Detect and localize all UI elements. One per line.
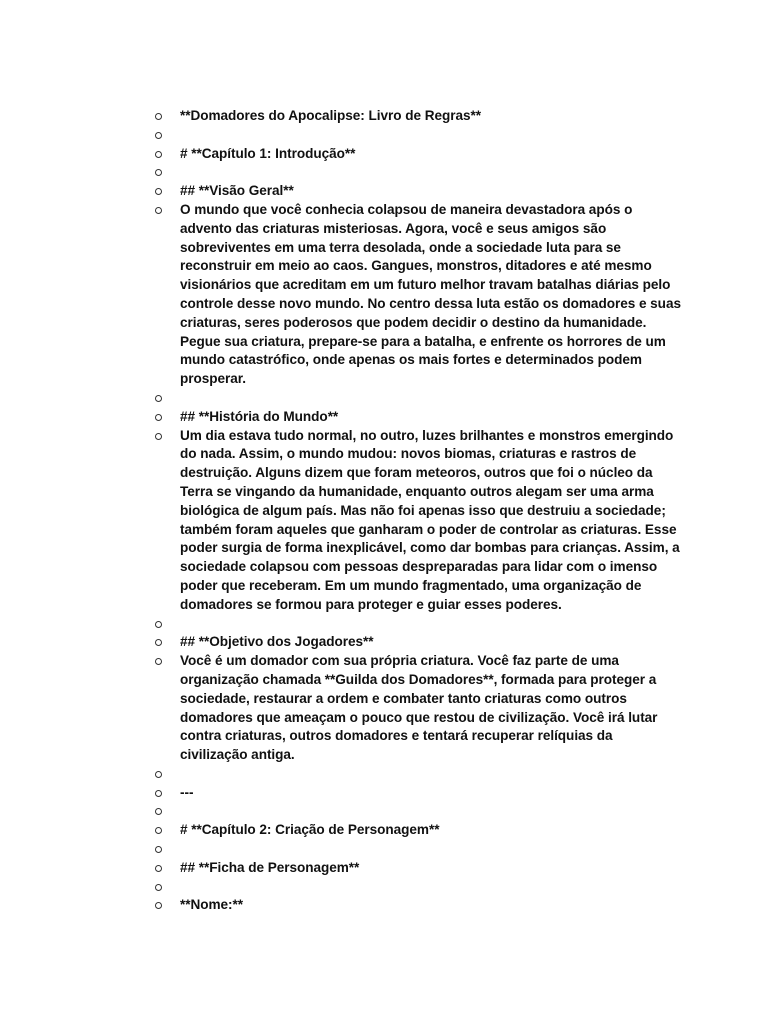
hollow-circle-bullet-icon (155, 169, 162, 176)
hollow-circle-bullet-icon (155, 414, 162, 421)
list-item (152, 784, 682, 803)
list-item (152, 615, 682, 634)
hollow-circle-bullet-icon (155, 865, 162, 872)
hollow-circle-bullet-icon (155, 639, 162, 646)
hollow-circle-bullet-icon (155, 884, 162, 891)
list-item-text: --- (180, 784, 194, 800)
list-item (152, 163, 682, 182)
list-item (152, 821, 682, 840)
hollow-circle-bullet-icon (155, 433, 162, 440)
list-item (152, 859, 682, 878)
list-item-text: ## **Ficha de Personagem** (180, 859, 360, 875)
hollow-circle-bullet-icon (155, 207, 162, 214)
hollow-circle-bullet-icon (155, 808, 162, 815)
hollow-circle-bullet-icon (155, 621, 162, 628)
list-item (152, 840, 682, 859)
list-item-text: ## **Objetivo dos Jogadores** (180, 634, 374, 650)
list-item (152, 896, 682, 915)
list-item (152, 633, 682, 652)
list-item (152, 878, 682, 897)
list-item-text: O mundo que você conhecia colapsou de maneira devastadora após o advento das criaturas misteriosas. Agora, você e seus amigos são sobreviventes em uma terra desolada, onde a sociedade luta para se reconstruir em meio ao caos. Gangues, monstros, ditadores e até mesmo visionários que acreditam em um futuro melhor travam batalhas diárias pelo controle desse novo mundo. No centro dessa luta estão os domadores e suas criaturas, seres poderosos que podem decidir o destino da humanidade. Pegue sua criatura, prepare-se para a batalha, e enfrente os horrores de um mundo catastrófico, onde apenas os mais fortes e determinados podem prosperar. (180, 201, 681, 387)
list-item (152, 201, 682, 389)
hollow-circle-bullet-icon (155, 132, 162, 139)
hollow-circle-bullet-icon (155, 771, 162, 778)
list-item-text: **Nome:** (180, 897, 244, 913)
hollow-circle-bullet-icon (155, 790, 162, 797)
list-item (152, 765, 682, 784)
hollow-circle-bullet-icon (155, 151, 162, 158)
list-item (152, 145, 682, 164)
hollow-circle-bullet-icon (155, 827, 162, 834)
list-item-text: ## **História do Mundo** (180, 408, 339, 424)
list-item-text: # **Capítulo 2: Criação de Personagem** (180, 822, 440, 838)
list-item (152, 126, 682, 145)
hollow-circle-bullet-icon (155, 395, 162, 402)
list-item (152, 107, 682, 126)
list-item-text: # **Capítulo 1: Introdução** (180, 145, 356, 161)
list-item (152, 427, 682, 615)
list-item (152, 389, 682, 408)
hollow-circle-bullet-icon (155, 188, 162, 195)
hollow-circle-bullet-icon (155, 902, 162, 909)
list-item-text: Você é um domador com sua própria criatura. Você faz parte de uma organização chamada **Guilda dos Domadores**, formada para proteger a sociedade, restaurar a ordem e combater tanto criaturas como outros domadores que ameaçam o pouco que restou de civilização. Você irá lutar contra criaturas, outros domadores e tentará recuperar relíquias da civilização antiga. (180, 653, 658, 763)
hollow-circle-bullet-icon (155, 113, 162, 120)
hollow-circle-bullet-icon (155, 846, 162, 853)
list-item (152, 802, 682, 821)
bullet-list (152, 107, 682, 915)
list-item (152, 182, 682, 201)
list-item (152, 408, 682, 427)
list-item-text: ## **Visão Geral** (180, 183, 294, 199)
list-item-text: **Domadores do Apocalipse: Livro de Regras** (180, 108, 481, 123)
list-item-text: Um dia estava tudo normal, no outro, luzes brilhantes e monstros emergindo do nada. Assim, o mundo mudou: novos biomas, criaturas e rastros de destruição. Alguns dizem que foram meteoros, outros que foi o núcleo da Terra se vingando da humanidade, enquanto outros alegam ser uma arma biológica de algum país. Mas não foi apenas isso que destruiu a sociedade; também foram aqueles que ganharam o poder de controlar as criaturas. Esse poder surgia de forma inexplicável, como dar bombas para crianças. Assim, a sociedade colapsou com pessoas despreparadas para lidar com o imenso poder que receberam. Em um mundo fragmentado, uma organização de domadores se formou para proteger e guiar esses poderes. (180, 427, 680, 612)
list-item (152, 652, 682, 765)
hollow-circle-bullet-icon (155, 658, 162, 665)
